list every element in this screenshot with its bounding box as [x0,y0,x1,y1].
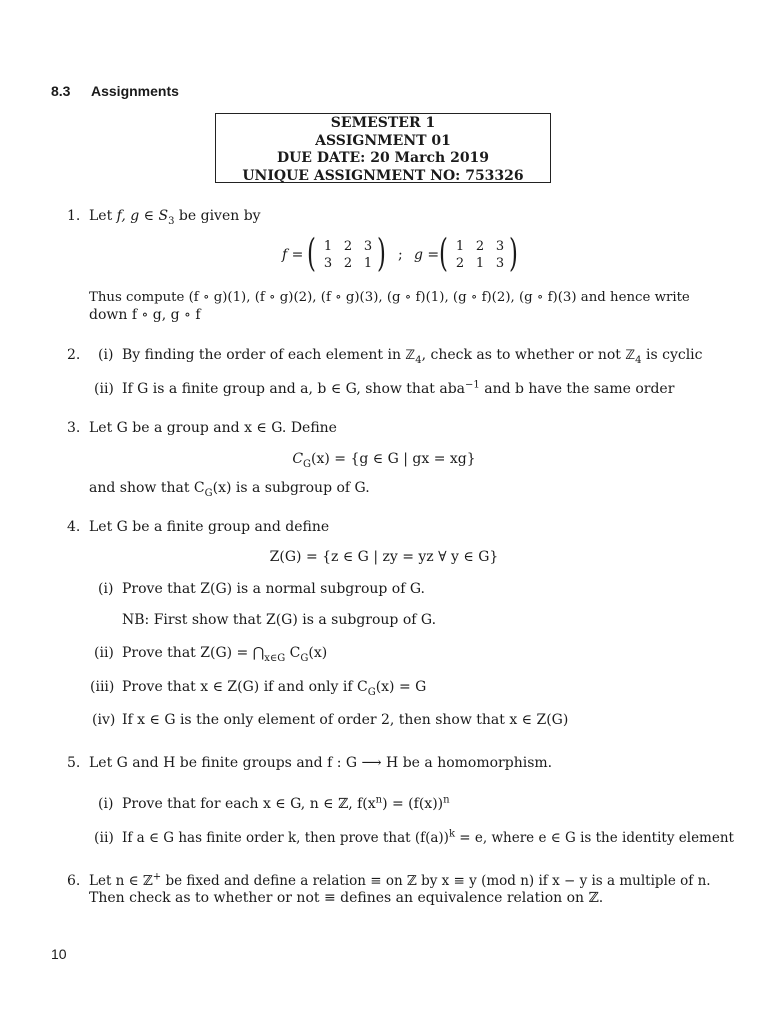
f-label: f = [282,247,304,263]
question-2-part-ii: If G is a finite group and a, b ∈ G, show that aba$^{-1}$ and b have the same order [122,379,675,397]
semester-line: SEMESTER 1 [330,115,436,131]
question-3-task: and show that $C_G(x)$ is a subgroup of G. [89,480,370,499]
question-6-line-2: Then check as to whether or not ≡ defines an equivalence relation on ℤ. [89,890,604,906]
part-label: (i) [98,796,114,812]
part-label: (iv) [92,712,116,728]
question-number: 5. [67,755,81,771]
left-paren: ( [306,231,316,275]
left-paren: ( [438,231,448,275]
question-number: 1. [67,208,81,224]
question-1-compute-cont: down f ∘ g, g ∘ f [89,307,201,323]
question-2-part-i: By finding the order of each element in ℤ$_4$, check as to whether or not ℤ$_4$ is cyclic [122,347,703,366]
part-label: (i) [98,347,114,363]
question-5-part-ii: If a ∈ G has finite order k, then prove that $(f(a))^k = e$, where e ∈ G is the identity element [122,828,734,846]
due-date-line: DUE DATE: 20 March 2019 [276,150,490,166]
question-4-part-iii: Prove that x ∈ Z(G) if and only if $C_G(x) = G$ [122,679,427,698]
g-matrix: 1 2 3 2 1 3 [455,239,505,271]
question-number: 6. [67,873,81,889]
part-label: (ii) [94,645,114,661]
page-number: 10 [51,946,67,962]
centralizer-formula: $C_G(x) = \{g$ ∈ G | gx = xg} [292,451,476,470]
question-5-part-i: Prove that for each x ∈ G, n ∈ ℤ, $f(x^n) = (f(x))^n$ [122,794,450,812]
question-4-part-ii: Prove that $Z(G) = ⋂_{x\in G}$ $C_G(x)$ [122,645,328,664]
question-5-intro: Let G and H be finite groups and f : G ⟶ H be a homomorphism. [89,755,553,771]
center-formula: Z(G) = {z ∈ G | zy = yz ∀ y ∈ G} [269,549,499,565]
question-6-line-1: Let n ∈ ℤ+ be fixed and define a relation ≡ on ℤ by x ≡ y (mod n) if x − y is a multiple of n. [89,871,711,889]
question-3-intro: Let G be a group and x ∈ G. Define [89,420,337,436]
question-1-intro: Let f, g ∈ $S_3$ be given by [89,208,261,227]
right-paren: ) [376,231,386,275]
f-matrix: 1 2 3 3 2 1 [323,239,373,271]
part-label: (ii) [94,830,114,846]
separator: ; [398,247,403,263]
part-label: (iii) [90,679,115,695]
part-label: (i) [98,581,114,597]
question-number: 3. [67,420,81,436]
g-label: g = [414,247,440,263]
question-number: 4. [67,519,81,535]
section-number: 8.3 [51,83,71,99]
section-title: Assignments [91,83,179,99]
question-4-intro: Let G be a finite group and define [89,519,330,535]
question-4-note: NB: First show that Z(G) is a subgroup of G. [122,612,437,628]
unique-number-line: UNIQUE ASSIGNMENT NO: 753326 [242,167,524,184]
section-heading [51,83,179,99]
question-number: 2. [67,347,81,363]
assignment-line: ASSIGNMENT 01 [315,132,451,149]
question-4-part-i: Prove that Z(G) is a normal subgroup of G. [122,581,426,597]
assignment-info-box [215,113,551,183]
question-4-part-iv: If x ∈ G is the only element of order 2, then show that x ∈ Z(G) [122,712,569,728]
right-paren: ) [508,231,518,275]
part-label: (ii) [94,381,114,397]
question-1-compute: Thus compute (f ∘ g)(1), (f ∘ g)(2), (f ∘ g)(3), (g ∘ f)(1), (g ∘ f)(2), (g ∘ f)(3) and hence write [89,290,690,305]
